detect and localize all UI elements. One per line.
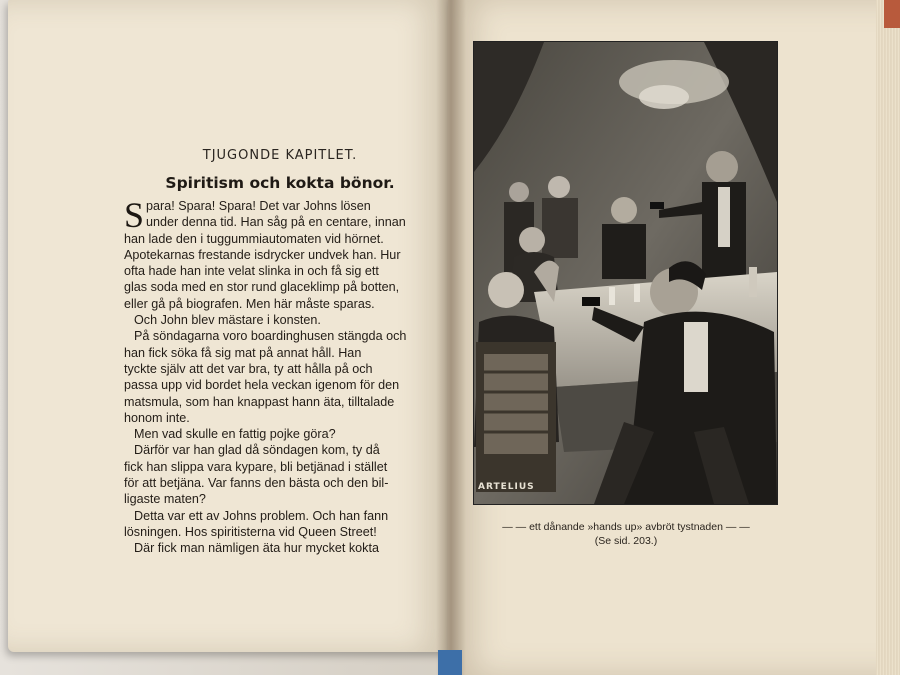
text-line: Apotekarnas frestande isdrycker undvek han. Hur bbox=[124, 247, 401, 262]
text-line: glas soda med en stor rund glaceklimp på botten, bbox=[124, 280, 400, 295]
text-line: han lade den i tuggummiautomaten vid hörnet. bbox=[124, 231, 384, 246]
text-line: ofta hade han inte velat slinka in och få sig ett bbox=[124, 264, 379, 279]
text-line: Men vad skulle en fattig pojke göra? bbox=[134, 427, 336, 442]
text-line: eller gå på biografen. Men här måste sparas. bbox=[124, 296, 375, 311]
text-line: under denna tid. Han såg på en centare, innan bbox=[146, 215, 406, 230]
text-line: lösningen. Hos spiritisterna vid Queen Street! bbox=[124, 524, 377, 539]
text-line: Och John blev mästare i konsten. bbox=[134, 313, 321, 328]
chapter-title: Spiritism och kokta bönor. bbox=[165, 174, 395, 192]
illustration bbox=[473, 41, 778, 505]
text-line: honom inte. bbox=[124, 410, 190, 425]
text-line: Därför var han glad då söndagen kom, ty då bbox=[134, 443, 380, 458]
drop-cap: S bbox=[124, 195, 145, 235]
text-line: fick han slippa vara kypare, bli betjänad i stället bbox=[124, 459, 388, 474]
text-line: passa upp vid bordet hela veckan igenom för den bbox=[124, 378, 400, 393]
text-line: para! Spara! Spara! Det var Johns lösen bbox=[146, 199, 371, 213]
chapter-body bbox=[124, 195, 444, 557]
page-edges bbox=[876, 0, 900, 675]
chapter-heading: TJUGONDE KAPITLET. bbox=[202, 148, 358, 163]
caption-line: — — ett dånande »hands up» avbröt tystnaden — — bbox=[502, 521, 750, 533]
text-line: På söndagarna voro boardinghusen stängda och bbox=[134, 329, 407, 344]
cover-corner bbox=[884, 0, 900, 28]
text-line: Detta var ett av Johns problem. Och han fann bbox=[134, 508, 389, 523]
illustration-caption bbox=[476, 520, 776, 548]
text-line: tyckte själv att det var bra, ty att hålla på och bbox=[124, 361, 373, 376]
illustration-signature: ARTELIUS bbox=[478, 482, 535, 492]
cover-cloth bbox=[438, 650, 462, 675]
text-line: han fick söka få sig mat på annat håll. Han bbox=[124, 345, 362, 360]
text-line: matsmula, som han knappast hann äta, tilltalade bbox=[124, 394, 395, 409]
text-line: Där fick man nämligen äta hur mycket kokta bbox=[134, 541, 379, 556]
text-line: ligaste maten? bbox=[124, 492, 206, 507]
text-line: för att betjäna. Var fanns den bästa och den bil- bbox=[124, 476, 389, 491]
caption-page-reference: (Se sid. 203.) bbox=[594, 535, 658, 547]
